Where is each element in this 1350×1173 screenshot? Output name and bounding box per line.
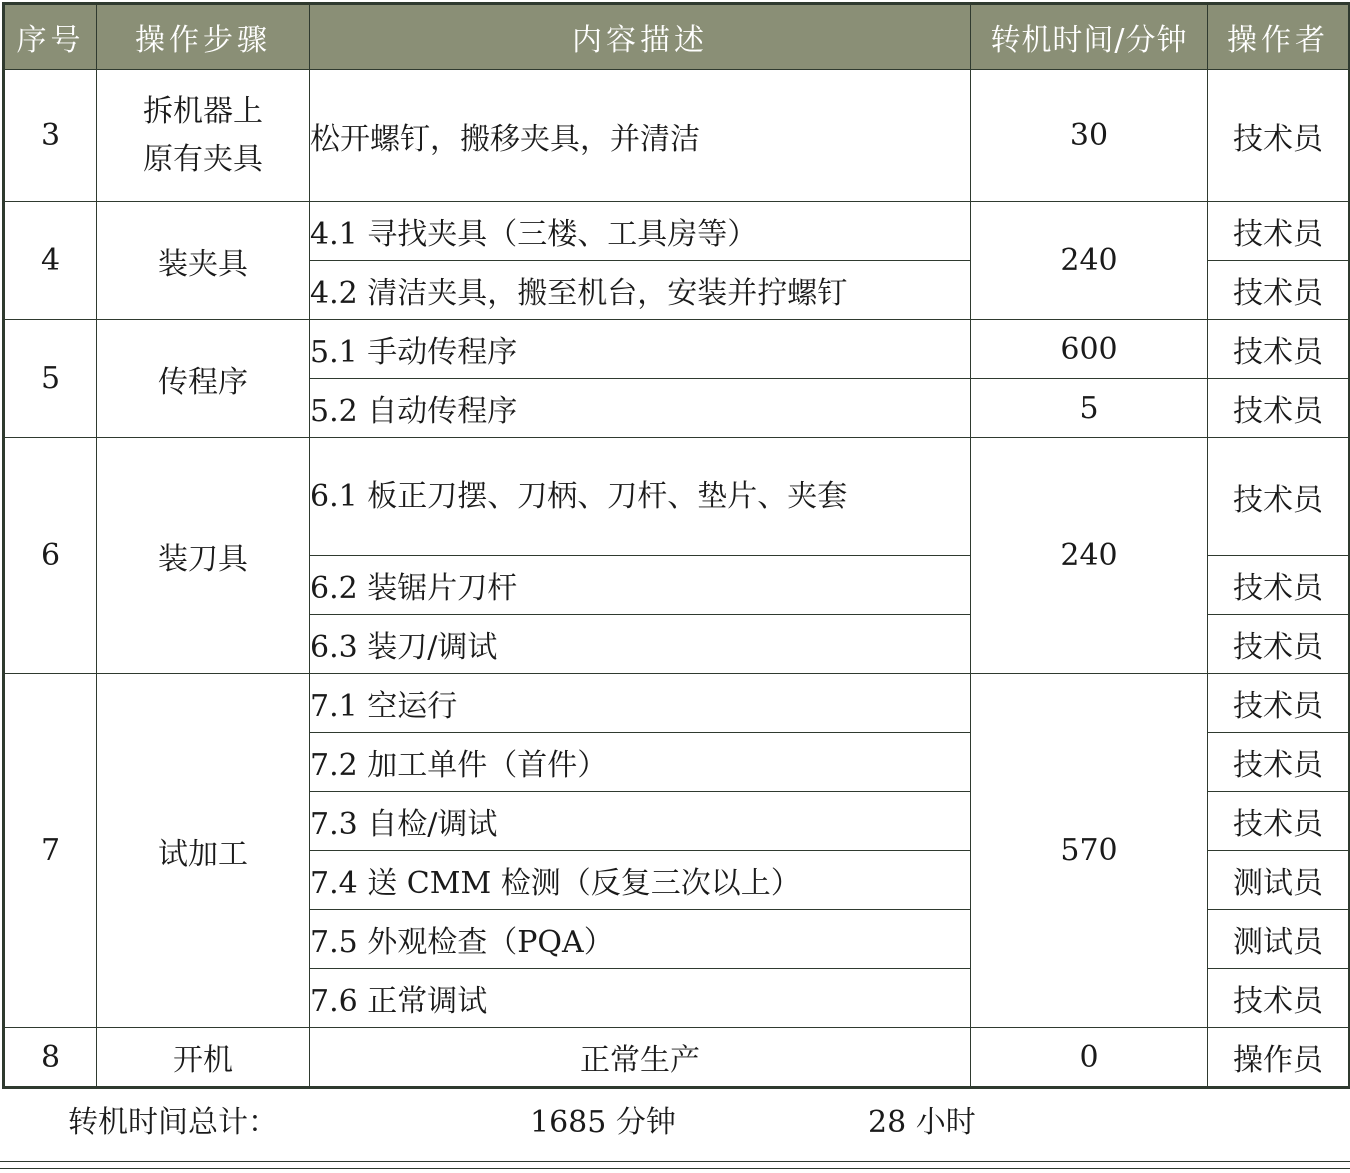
table-row	[4, 320, 1350, 379]
bottom-rule	[0, 1161, 1350, 1162]
time-cell: 5	[971, 379, 1208, 438]
desc-cell: 4.2 清洁夹具，搬至机台，安装并拧螺钉	[310, 261, 971, 320]
seq-cell: 3	[4, 70, 97, 202]
desc-cell: 7.4 送 CMM 检测（反复三次以上）	[310, 851, 971, 910]
table-row	[4, 202, 1350, 261]
total-summary	[0, 1097, 1350, 1145]
desc-cell: 7.2 加工单件（首件）	[310, 733, 971, 792]
desc-cell: 5.1 手动传程序	[310, 320, 971, 379]
step-cell: 装夹具	[97, 202, 310, 320]
time-cell: 30	[971, 70, 1208, 202]
operator-cell: 技术员	[1208, 792, 1350, 851]
step-cell: 传程序	[97, 320, 310, 438]
table-row	[4, 70, 1350, 202]
header-desc: 内容描述	[310, 4, 971, 70]
step-cell: 试加工	[97, 674, 310, 1028]
step-cell: 开机	[97, 1028, 310, 1088]
operator-cell: 技术员	[1208, 615, 1350, 674]
desc-cell: 7.5 外观检查（PQA）	[310, 910, 971, 969]
bottom-rule	[0, 1168, 1350, 1169]
desc-cell: 5.2 自动传程序	[310, 379, 971, 438]
table-row	[4, 1028, 1350, 1088]
time-cell: 570	[971, 674, 1208, 1028]
step-line: 拆机器上	[143, 93, 263, 129]
operator-cell: 技术员	[1208, 674, 1350, 733]
seq-cell: 7	[4, 674, 97, 1028]
header-step: 操作步骤	[97, 4, 310, 70]
operator-cell: 测试员	[1208, 851, 1350, 910]
operator-cell: 技术员	[1208, 733, 1350, 792]
step-cell	[97, 70, 310, 202]
summary-minutes: 1685 分钟	[530, 1105, 676, 1140]
operator-cell: 技术员	[1208, 70, 1350, 202]
operator-cell: 操作员	[1208, 1028, 1350, 1088]
desc-cell: 6.2 装锯片刀杆	[310, 556, 971, 615]
step-line: 原有夹具	[143, 141, 263, 177]
operator-cell: 技术员	[1208, 320, 1350, 379]
operator-cell: 技术员	[1208, 261, 1350, 320]
time-cell: 240	[971, 202, 1208, 320]
desc-cell: 6.3 装刀/调试	[310, 615, 971, 674]
header-row	[4, 4, 1350, 70]
seq-cell: 8	[4, 1028, 97, 1088]
time-cell: 0	[971, 1028, 1208, 1088]
table-row	[4, 674, 1350, 733]
changeover-table	[2, 2, 1350, 1089]
step-cell: 装刀具	[97, 438, 310, 674]
seq-cell: 5	[4, 320, 97, 438]
desc-cell: 松开螺钉，搬移夹具，并清洁	[310, 70, 971, 202]
time-cell: 600	[971, 320, 1208, 379]
operator-cell: 技术员	[1208, 379, 1350, 438]
header-time: 转机时间/分钟	[971, 4, 1208, 70]
desc-cell: 4.1 寻找夹具（三楼、工具房等）	[310, 202, 971, 261]
desc-cell: 6.1 板正刀摆、刀柄、刀杆、垫片、夹套	[310, 438, 971, 556]
header-operator: 操作者	[1208, 4, 1350, 70]
desc-cell: 正常生产	[310, 1028, 971, 1088]
operator-cell: 技术员	[1208, 202, 1350, 261]
summary-hours: 28 小时	[868, 1105, 976, 1140]
seq-cell: 6	[4, 438, 97, 674]
operator-cell: 技术员	[1208, 556, 1350, 615]
seq-cell: 4	[4, 202, 97, 320]
header-seq: 序号	[4, 4, 97, 70]
desc-cell: 7.6 正常调试	[310, 969, 971, 1028]
operator-cell: 技术员	[1208, 438, 1350, 556]
summary-label: 转机时间总计：	[68, 1105, 278, 1140]
time-cell: 240	[971, 438, 1208, 674]
desc-cell: 7.1 空运行	[310, 674, 971, 733]
desc-cell: 7.3 自检/调试	[310, 792, 971, 851]
operator-cell: 测试员	[1208, 910, 1350, 969]
table-row	[4, 438, 1350, 556]
operator-cell: 技术员	[1208, 969, 1350, 1028]
